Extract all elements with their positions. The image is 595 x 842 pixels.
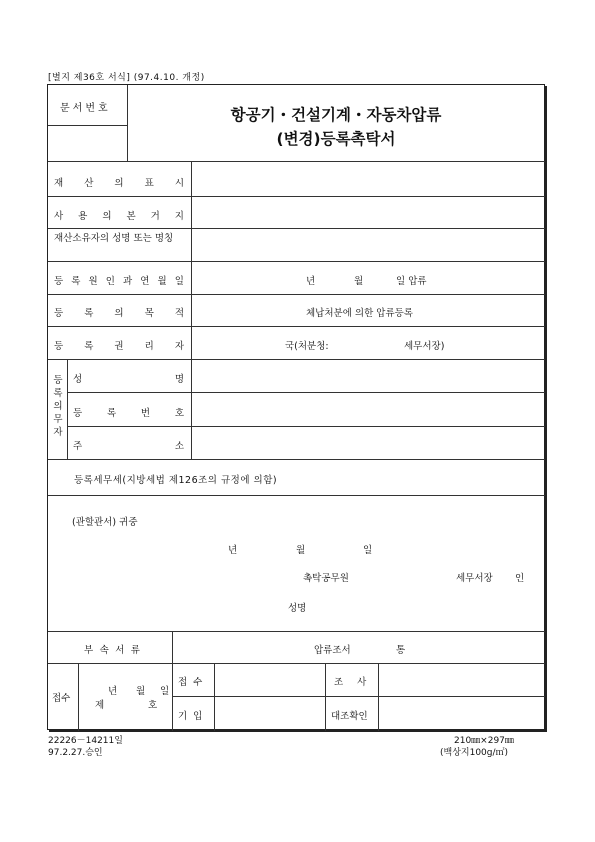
entry-label: 기입 xyxy=(178,711,209,722)
attachments-count-unit: 통 xyxy=(396,645,406,656)
reason-date-label: 등 록 원 인 과 연 월 일 xyxy=(54,276,184,287)
form-title-line2: (변경)등록촉탁서 xyxy=(276,130,396,148)
reception-field[interactable] xyxy=(218,667,321,693)
obligor-address-label: 주 소 xyxy=(73,441,184,452)
doc-number-label: 문서번호 xyxy=(60,103,111,114)
owner-name-field[interactable] xyxy=(196,232,541,258)
footer-size: 210㎜×297㎜ xyxy=(454,736,514,746)
name-label: 성명 xyxy=(288,603,307,614)
rights-holder-label: 등 록 권 리 자 xyxy=(54,341,184,352)
entry-field[interactable] xyxy=(218,700,321,726)
body-year: 년 xyxy=(228,545,238,556)
registration-tax-line: 등록세무세(지방세법 제126조의 규정에 의함) xyxy=(74,475,278,486)
check-label: 대조확인 xyxy=(331,711,368,722)
footer-paper: (백상지100g/㎡) xyxy=(440,748,509,758)
footer-code: 22226－14211일 xyxy=(48,736,123,746)
rights-holder-suffix: 세무서장) xyxy=(404,341,445,352)
request-form xyxy=(47,84,545,730)
office-head-label: 세무서장 xyxy=(456,573,493,584)
obligor-reg-no-label: 등 록 번 호 xyxy=(73,408,184,419)
purpose-label: 등 록 의 목 적 xyxy=(54,308,184,319)
obligor-group-label: 등록의무자 xyxy=(53,375,63,438)
addressee-line: (관할관서) 귀중 xyxy=(72,517,138,528)
body-day: 일 xyxy=(363,545,373,556)
investigation-field[interactable] xyxy=(382,667,541,693)
receipt-month: 월 xyxy=(136,686,146,697)
obligor-reg-no-field[interactable] xyxy=(196,396,541,422)
seal-mark: 인 xyxy=(515,573,525,584)
property-field[interactable] xyxy=(196,165,541,193)
attachments-label: 부 속 서 류 xyxy=(84,645,140,656)
obligor-name-label: 성 명 xyxy=(73,374,184,385)
receipt-day: 일 xyxy=(160,686,170,697)
footer-approved: 97.2.27.승인 xyxy=(48,748,103,758)
owner-name-label: 재산소유자의 성명 또는 명칭 xyxy=(54,233,174,244)
reception-label: 접수 xyxy=(178,677,209,688)
obligor-name-field[interactable] xyxy=(196,363,541,389)
rights-holder-prefix: 국(처분청: xyxy=(285,341,329,352)
attachments-value: 압류조서 xyxy=(314,645,351,656)
body-month: 월 xyxy=(296,545,306,556)
reason-day: 일 압류 xyxy=(396,276,427,287)
obligor-address-field[interactable] xyxy=(196,430,541,456)
usage-base-field[interactable] xyxy=(196,199,541,225)
reason-year: 년 xyxy=(306,276,316,287)
doc-number-field[interactable] xyxy=(52,129,126,159)
check-field[interactable] xyxy=(382,700,541,726)
receipt-number-prefix: 제 xyxy=(95,700,105,711)
receipt-number-unit: 호 xyxy=(148,700,158,711)
purpose-value: 체납처분에 의한 압류등록 xyxy=(306,308,413,319)
usage-base-label: 사 용 의 본 거 지 xyxy=(54,211,184,222)
property-label: 재 산 의 표 시 xyxy=(54,178,184,189)
receipt-year: 년 xyxy=(108,686,118,697)
form-title-line1: 항공기・건설기계・자동차압류 xyxy=(230,106,442,124)
form-number-note: [별지 제36호 서식] (97.4.10. 개정) xyxy=(48,73,205,83)
investigation-label: 조사 xyxy=(334,677,381,688)
official-label: 촉탁공무원 xyxy=(303,573,349,584)
reason-month: 월 xyxy=(354,276,364,287)
receipt-label: 접수 xyxy=(52,693,71,704)
